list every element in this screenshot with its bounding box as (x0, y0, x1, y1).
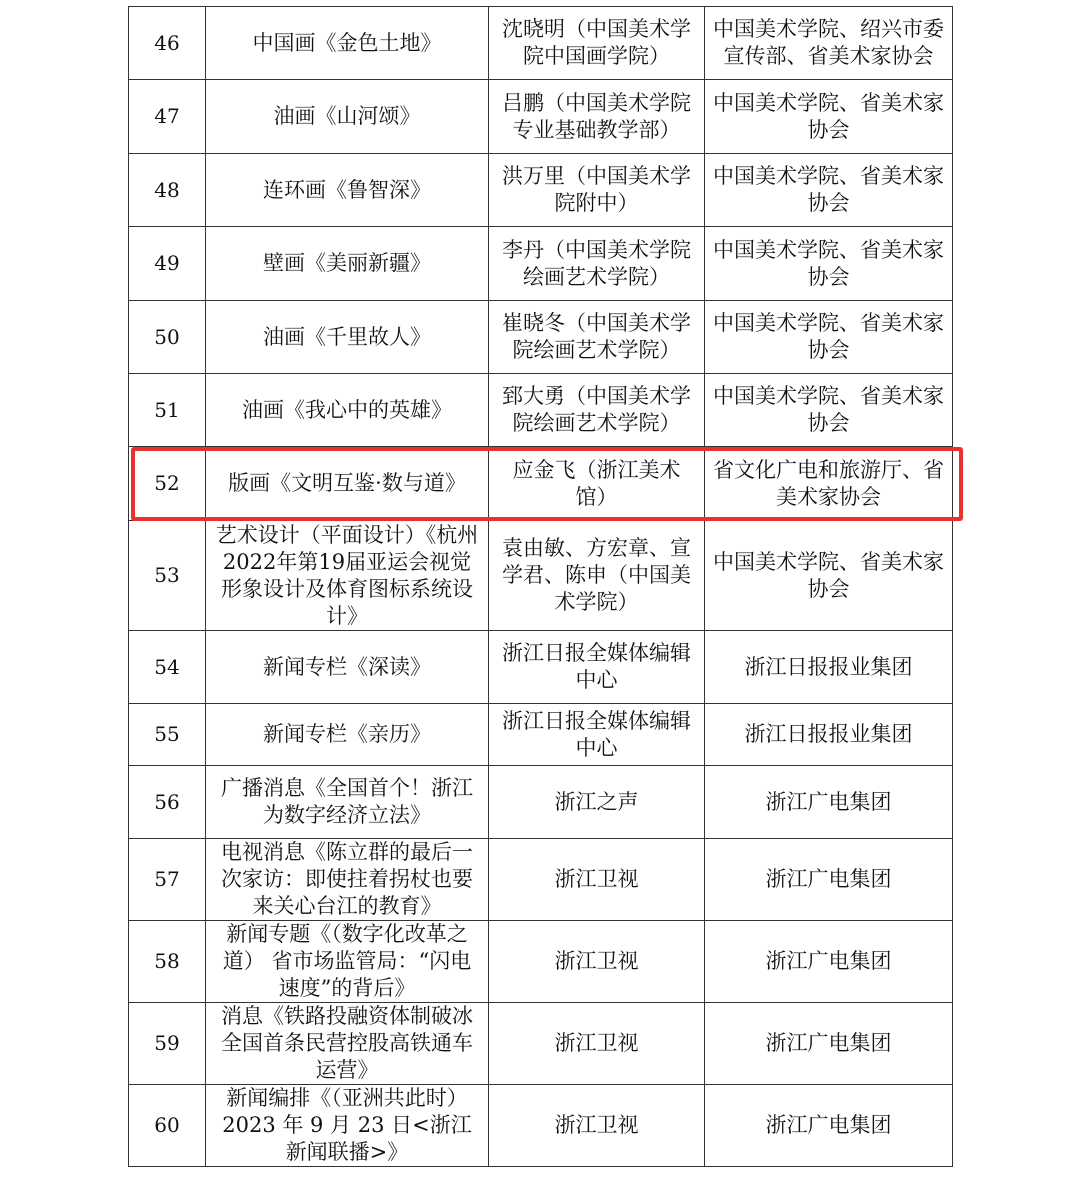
table-row (129, 921, 953, 1003)
author-cell: 崔晓冬（中国美术学院绘画艺术学院） (489, 301, 705, 374)
recommending-unit: 省文化广电和旅游厅、省美术家协会 (705, 447, 953, 521)
work-title: 中国画《金色土地》 (206, 7, 489, 80)
author-cell: 吕鹏（中国美术学院专业基础教学部） (489, 80, 705, 154)
author-cell: 应金飞（浙江美术馆） (489, 447, 705, 521)
row-number: 53 (129, 521, 206, 631)
recommending-unit: 中国美术学院、省美术家协会 (705, 374, 953, 447)
recommending-unit: 浙江广电集团 (705, 766, 953, 839)
author-cell: 洪万里（中国美术学院附中） (489, 154, 705, 227)
author-cell: 浙江卫视 (489, 839, 705, 921)
author-cell: 浙江卫视 (489, 1085, 705, 1167)
table-row (129, 447, 953, 521)
table-row (129, 631, 953, 704)
table-row (129, 154, 953, 227)
author-cell: 浙江日报全媒体编辑中心 (489, 631, 705, 704)
table-row (129, 521, 953, 631)
row-number: 58 (129, 921, 206, 1003)
author-cell: 浙江日报全媒体编辑中心 (489, 704, 705, 766)
author-cell: 浙江卫视 (489, 921, 705, 1003)
table-row (129, 7, 953, 80)
table-row (129, 766, 953, 839)
row-number: 50 (129, 301, 206, 374)
author-cell: 李丹（中国美术学院绘画艺术学院） (489, 227, 705, 301)
row-number: 49 (129, 227, 206, 301)
work-title: 消息《铁路投融资体制破冰 全国首条民营控股高铁通车运营》 (206, 1003, 489, 1085)
table-row (129, 80, 953, 154)
row-number: 59 (129, 1003, 206, 1085)
row-number: 46 (129, 7, 206, 80)
work-title: 新闻专栏《深读》 (206, 631, 489, 704)
table-row (129, 227, 953, 301)
row-number: 56 (129, 766, 206, 839)
row-number: 52 (129, 447, 206, 521)
work-title: 油画《山河颂》 (206, 80, 489, 154)
work-title: 油画《千里故人》 (206, 301, 489, 374)
row-number: 48 (129, 154, 206, 227)
recommending-unit: 浙江广电集团 (705, 1085, 953, 1167)
work-title: 壁画《美丽新疆》 (206, 227, 489, 301)
table-row (129, 301, 953, 374)
recommending-unit: 中国美术学院、省美术家协会 (705, 521, 953, 631)
work-title: 版画《文明互鉴·数与道》 (206, 447, 489, 521)
recommending-unit: 浙江广电集团 (705, 921, 953, 1003)
row-number: 54 (129, 631, 206, 704)
award-table (128, 6, 953, 1167)
author-cell: 浙江之声 (489, 766, 705, 839)
author-cell: 浙江卫视 (489, 1003, 705, 1085)
recommending-unit: 中国美术学院、省美术家协会 (705, 154, 953, 227)
recommending-unit: 浙江日报报业集团 (705, 631, 953, 704)
work-title: 新闻编排《（亚洲共此时） 2023 年 9 月 23 日<浙江新闻联播>》 (206, 1085, 489, 1167)
recommending-unit: 中国美术学院、绍兴市委宣传部、省美术家协会 (705, 7, 953, 80)
table-row (129, 1085, 953, 1167)
table-row (129, 704, 953, 766)
work-title: 新闻专题《（数字化改革之道） 省市场监管局：“闪电速度”的背后》 (206, 921, 489, 1003)
recommending-unit: 中国美术学院、省美术家协会 (705, 301, 953, 374)
recommending-unit: 中国美术学院、省美术家协会 (705, 227, 953, 301)
recommending-unit: 浙江日报报业集团 (705, 704, 953, 766)
work-title: 广播消息《全国首个！浙江为数字经济立法》 (206, 766, 489, 839)
recommending-unit: 浙江广电集团 (705, 839, 953, 921)
row-number: 55 (129, 704, 206, 766)
table-row (129, 374, 953, 447)
table-row (129, 839, 953, 921)
work-title: 艺术设计（平面设计）《杭州2022年第19届亚运会视觉形象设计及体育图标系统设计》 (206, 521, 489, 631)
author-cell: 沈晓明（中国美术学院中国画学院） (489, 7, 705, 80)
work-title: 油画《我心中的英雄》 (206, 374, 489, 447)
recommending-unit: 中国美术学院、省美术家协会 (705, 80, 953, 154)
row-number: 57 (129, 839, 206, 921)
row-number: 51 (129, 374, 206, 447)
table-row (129, 1003, 953, 1085)
author-cell: 袁由敏、方宏章、宣学君、陈申（中国美术学院） (489, 521, 705, 631)
recommending-unit: 浙江广电集团 (705, 1003, 953, 1085)
author-cell: 郅大勇（中国美术学院绘画艺术学院） (489, 374, 705, 447)
row-number: 47 (129, 80, 206, 154)
work-title: 连环画《鲁智深》 (206, 154, 489, 227)
work-title: 电视消息《陈立群的最后一次家访：即使拄着拐杖也要来关心台江的教育》 (206, 839, 489, 921)
row-number: 60 (129, 1085, 206, 1167)
work-title: 新闻专栏《亲历》 (206, 704, 489, 766)
